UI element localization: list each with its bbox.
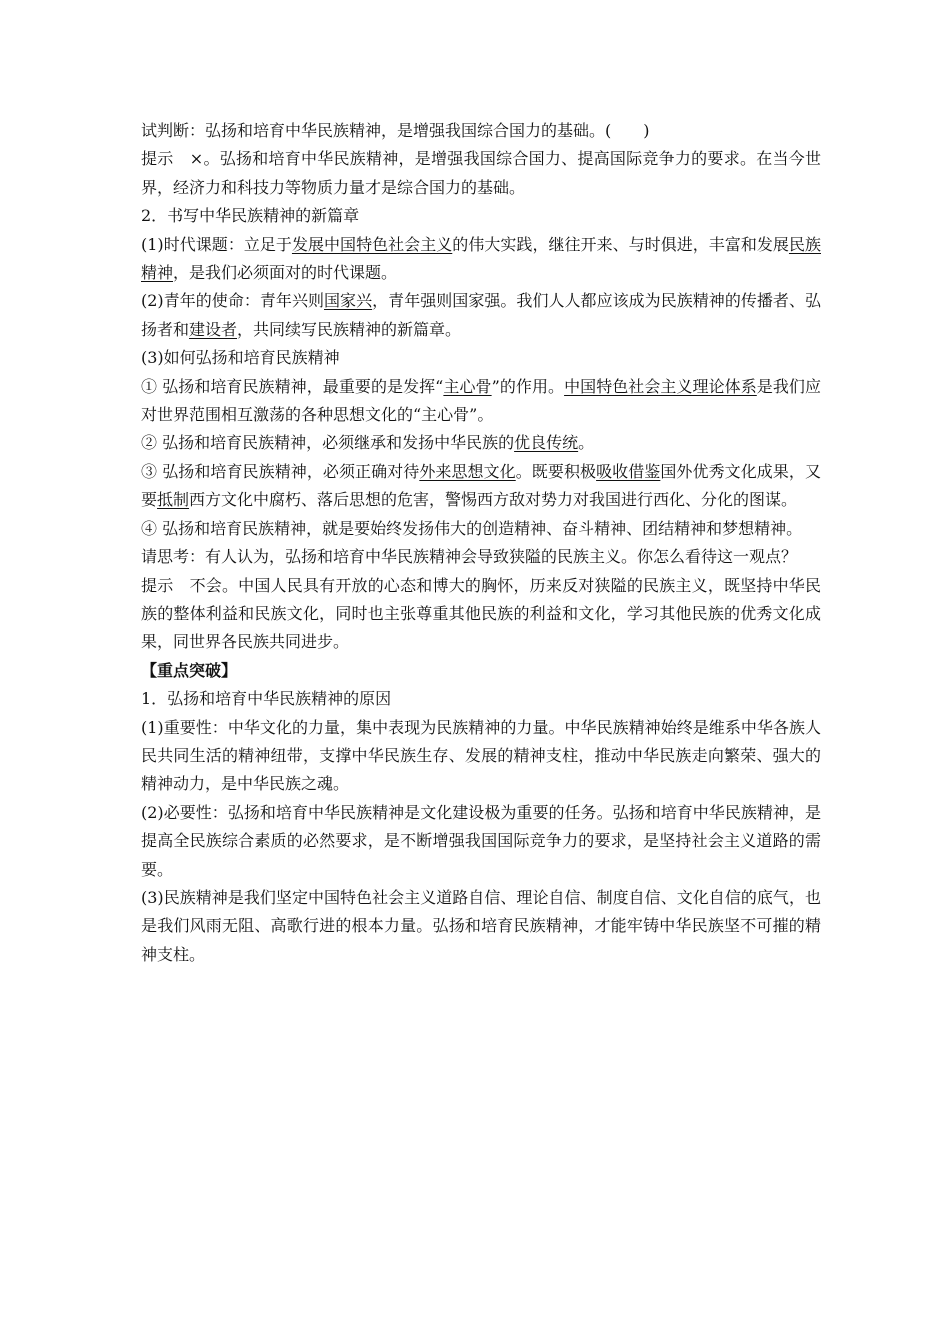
document-page — [141, 117, 821, 969]
judgement-question: 试判断：弘扬和培育中华民族精神，是增强我国综合国力的基础。( ) — [141, 121, 650, 140]
underlined-term: 中国特色社会主义理论体系 — [564, 376, 757, 396]
youth-mission-paragraph — [141, 287, 821, 344]
text-run: 的伟大实践，继往开来、与时俱进，丰富和发展 — [452, 234, 789, 254]
judgement-hint: 提示 ×。弘扬和培育中华民族精神，是增强我国综合国力、提高国际竞争力的要求。在当今世界，经济力和科技力等物质力量才是综合国力的基础。 — [141, 149, 821, 197]
underlined-term: 发展中国特色社会主义 — [291, 234, 453, 254]
list-item-1 — [141, 373, 821, 430]
section-title: 2．书写中华民族精神的新篇章 — [141, 206, 360, 226]
think-hint: 提示 不会。中国人民具有开放的心态和博大的胸怀，历来反对狭隘的民族主义，既坚持中华民族的整体利益和民族文化，同时也主张尊重其他民族的利益和文化，学习其他民族的优秀文化成果，同世界各民族共同进步。 — [141, 575, 821, 652]
text-run: 。 — [578, 433, 595, 453]
confidence-paragraph: (3)民族精神是我们坚定中国特色社会主义道路自信、理论自信、制度自信、文化自信的底气，也是我们风雨无阻、高歌行进的根本力量。弘扬和培育民族精神，才能牢铸中华民族坚不可摧的精神支柱。 — [141, 887, 821, 964]
underlined-term: 建设者 — [189, 319, 238, 339]
underlined-term: 吸收借鉴 — [596, 461, 661, 481]
necessity-paragraph: (2)必要性：弘扬和培育中华民族精神是文化建设极为重要的任务。弘扬和培育中华民族精神，是提高全民族综合素质的必然要求，是不断增强我国国际竞争力的要求，是坚持社会主义道路的需要。 — [141, 802, 821, 879]
text-run: ，是我们必须面对的时代课题。 — [173, 263, 398, 283]
how-to-heading: (3)如何弘扬和培育民族精神 — [141, 348, 340, 368]
importance-paragraph: (1)重要性：中华文化的力量，集中表现为民族精神的力量。中华民族精神始终是维系中华各族人民共同生活的精神纽带，支撑中华民族生存、发展的精神支柱，推动中华民族走向繁荣、强大的精神动力，是中华民族之魂。 — [141, 717, 821, 794]
text-run: ，共同续写民族精神的新篇章。 — [237, 319, 462, 339]
list-item-2 — [141, 429, 821, 457]
underlined-term: 优良传统 — [514, 433, 579, 453]
underlined-term: 外来思想文化 — [419, 461, 516, 481]
think-question: 请思考：有人认为，弘扬和培育中华民族精神会导致狭隘的民族主义。你怎么看待这一观点？ — [141, 547, 798, 567]
list-item-3 — [141, 458, 821, 515]
focus-title: 1．弘扬和培育中华民族精神的原因 — [141, 689, 392, 709]
focus-heading: 【重点突破】 — [141, 660, 238, 680]
text-run: ② 弘扬和培育民族精神，必须继承和发扬中华民族的 — [141, 433, 515, 453]
text-run: ，青年强则国家强。我们人人都应该成为民族精神的传播者、弘扬者和 — [141, 291, 821, 339]
underlined-term: 抵制 — [157, 490, 190, 510]
text-run: 是我们应对世界范围相互激荡的各种思想文化的“主心骨”。 — [141, 376, 821, 425]
text-run: (1)时代课题：立足于 — [141, 234, 292, 254]
text-run: (2)青年的使命：青年兴则 — [141, 291, 325, 311]
underlined-term: 民族精神 — [141, 234, 821, 283]
underlined-term: 国家兴 — [324, 291, 373, 311]
text-run: ① 弘扬和培育民族精神，最重要的是发挥“ — [141, 376, 444, 396]
underlined-term: 主心骨 — [443, 376, 492, 396]
text-run: ③ 弘扬和培育民族精神，必须正确对待 — [141, 461, 420, 481]
text-run: 国外优秀文化成果，又要 — [141, 461, 821, 510]
list-item-4: ④ 弘扬和培育民族精神，就是要始终发扬伟大的创造精神、奋斗精神、团结精神和梦想精神。 — [141, 518, 803, 538]
text-run: 西方文化中腐朽、落后思想的危害，警惕西方敌对势力对我国进行西化、分化的图谋。 — [189, 490, 798, 510]
text-run: ”的作用。 — [491, 376, 565, 396]
era-topic-paragraph — [141, 231, 821, 288]
text-run: 。既要积极 — [515, 461, 597, 481]
